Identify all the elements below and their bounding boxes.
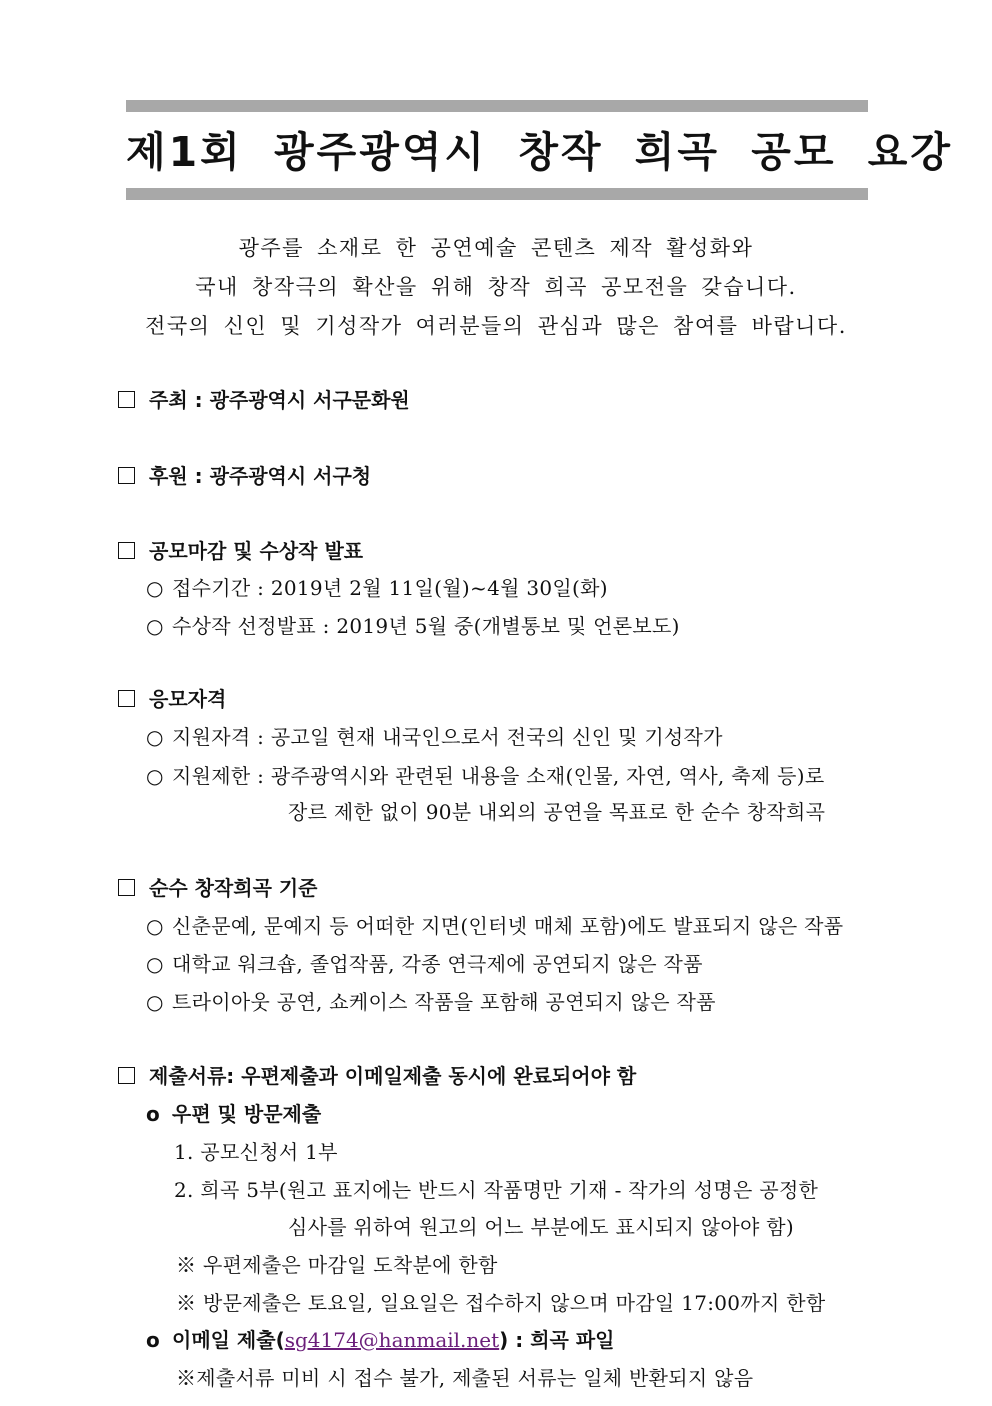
list-item xyxy=(146,760,825,789)
list-item-continuation: 장르 제한 없이 90분 내외의 공연을 목표로 한 순수 창작희곡 xyxy=(288,800,826,824)
list-item-text: 지원제한 : 광주광역시와 관련된 내용을 소재(인물, 자연, 역사, 축제 등)로 xyxy=(172,764,825,788)
list-item-text: 수상작 선정발표 : 2019년 5월 중(개별통보 및 언론보도) xyxy=(172,614,680,638)
checkbox-square-icon xyxy=(118,690,135,707)
final-note: ※제출서류 미비 시 접수 불가, 제출된 서류는 일체 반환되지 않음 xyxy=(176,1366,754,1390)
page-title: 제1회 광주광역시 창작 희곡 공모 요강 xyxy=(126,128,953,176)
checkbox-square-icon xyxy=(118,391,135,408)
list-item xyxy=(146,948,703,977)
circle-bullet-icon: ○ xyxy=(146,614,164,638)
circle-bullet-icon: o xyxy=(146,1102,160,1126)
deadline-heading: 공모마감 및 수상작 발표 xyxy=(149,539,364,563)
postal-heading-text: 우편 및 방문제출 xyxy=(172,1102,322,1126)
sponsor-text: 후원 : 광주광역시 서구청 xyxy=(149,464,372,488)
list-item xyxy=(146,986,716,1015)
section-eligibility xyxy=(118,683,226,712)
circle-bullet-icon: ○ xyxy=(146,576,164,600)
list-item-text: 트라이아웃 공연, 쇼케이스 작품을 포함해 공연되지 않은 작품 xyxy=(172,990,716,1014)
list-item xyxy=(146,721,723,750)
numbered-item: 2. 희곡 5부(원고 표지에는 반드시 작품명만 기재 - 작가의 성명은 공정한 xyxy=(174,1178,819,1202)
checkbox-square-icon xyxy=(118,467,135,484)
title-bottom-rule xyxy=(126,188,868,200)
eligibility-heading: 응모자격 xyxy=(149,687,227,711)
section-submission xyxy=(118,1060,636,1089)
intro-line-1: 광주를 소재로 한 공연예술 콘텐츠 제작 활성화와 xyxy=(238,236,754,260)
checkbox-square-icon xyxy=(118,542,135,559)
checkbox-square-icon xyxy=(118,879,135,896)
list-item xyxy=(146,910,843,939)
list-item-text: 대학교 워크숍, 졸업작품, 각종 연극제에 공연되지 않은 작품 xyxy=(172,952,703,976)
list-item xyxy=(146,610,680,639)
email-subheading xyxy=(146,1324,614,1353)
section-sponsor xyxy=(118,460,371,489)
intro-line-3: 전국의 신인 및 기성작가 여러분들의 관심과 많은 참여를 바랍니다. xyxy=(145,314,847,338)
list-item-text: 신춘문예, 문예지 등 어떠한 지면(인터넷 매체 포함)에도 발표되지 않은 작품 xyxy=(172,914,844,938)
title-top-rule xyxy=(126,100,868,112)
note-item: ※ 우편제출은 마감일 도착분에 한함 xyxy=(176,1253,498,1277)
email-link[interactable]: sg4174@hanmail.net xyxy=(284,1328,500,1352)
section-deadline xyxy=(118,535,363,564)
circle-bullet-icon: ○ xyxy=(146,725,164,749)
list-item-text: 지원자격 : 공고일 현재 내국인으로서 전국의 신인 및 기성작가 xyxy=(172,725,723,749)
intro-line-2: 국내 창작극의 확산을 위해 창작 희곡 공모전을 갖습니다. xyxy=(195,275,797,299)
numbered-item: 1. 공모신청서 1부 xyxy=(174,1140,338,1164)
numbered-item-continuation: 심사를 위하여 원고의 어느 부분에도 표시되지 않아야 함) xyxy=(288,1215,794,1239)
checkbox-square-icon xyxy=(118,1067,135,1084)
submission-heading: 제출서류: 우편제출과 이메일제출 동시에 완료되어야 함 xyxy=(149,1064,637,1088)
postal-subheading xyxy=(146,1098,321,1127)
list-item-text: 접수기간 : 2019년 2월 11일(월)~4월 30일(화) xyxy=(172,576,608,600)
title-box xyxy=(126,100,953,202)
list-item xyxy=(146,572,608,601)
note-item: ※ 방문제출은 토요일, 일요일은 접수하지 않으며 마감일 17:00까지 한함 xyxy=(176,1291,826,1315)
circle-bullet-icon: o xyxy=(146,1328,160,1352)
circle-bullet-icon: ○ xyxy=(146,764,164,788)
email-suffix: ) : 희곡 파일 xyxy=(499,1328,615,1352)
circle-bullet-icon: ○ xyxy=(146,914,164,938)
circle-bullet-icon: ○ xyxy=(146,990,164,1014)
email-prefix: 이메일 제출( xyxy=(172,1328,285,1352)
section-criteria xyxy=(118,872,318,901)
host-text: 주최 : 광주광역시 서구문화원 xyxy=(149,388,410,412)
circle-bullet-icon: ○ xyxy=(146,952,164,976)
section-host xyxy=(118,384,410,413)
criteria-heading: 순수 창작희곡 기준 xyxy=(149,876,318,900)
